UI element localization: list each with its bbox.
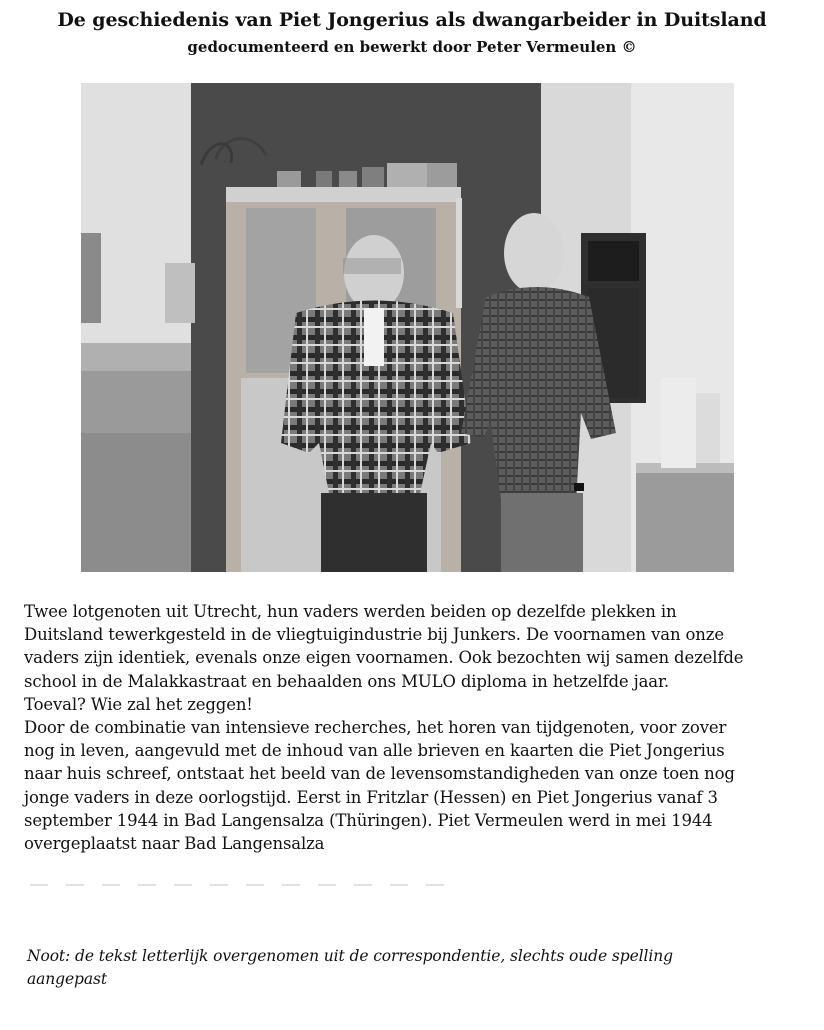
photo-illustration <box>81 83 734 572</box>
note <box>27 945 787 991</box>
document-title: De geschiedenis van Piet Jongerius als dwangarbeider in Duitsland <box>57 9 767 31</box>
body-paragraph: Twee lotgenoten uit Utrecht, hun vaders werden beiden op dezelfde plekken in Duitsland tewerkgesteld in de vliegtuigindustrie bij Junkers. De voornamen van onze vaders zijn identiek, evenals onze eigen voornamen. Ook bezochten wij samen dezelfde school in de Malakkastraat en behaalden ons MULO diploma in hetzelfde jaar. Toeval? Wie zal het zeggen! Door de combinatie van intensieve recherches, het horen van tijdgenoten, voor zover nog in leven, aangevuld met de inhoud van alle brieven en kaarten die Piet Jongerius naar huis schreef, ontstaat het beeld van de levensomstandigheden van onze toen nog jonge vaders in deze oorlogstijd. Eerst in Fritzlar (Hessen) en Piet Jongerius vanaf 3 september 1944 in Bad Langensalza (Thüringen). Piet Vermeulen werd in mei 1944 overgeplaatst naar Bad Langensalza <box>24 602 744 854</box>
document-subtitle: gedocumenteerd en bewerkt door Peter Vermeulen © <box>187 38 637 56</box>
faint-artifact-line <box>30 884 450 886</box>
note-text: Noot: de tekst letterlijk overgenomen uit de correspondentie, slechts oude spelling aangepast <box>27 947 673 988</box>
body-text <box>24 600 784 855</box>
photo <box>81 83 734 572</box>
